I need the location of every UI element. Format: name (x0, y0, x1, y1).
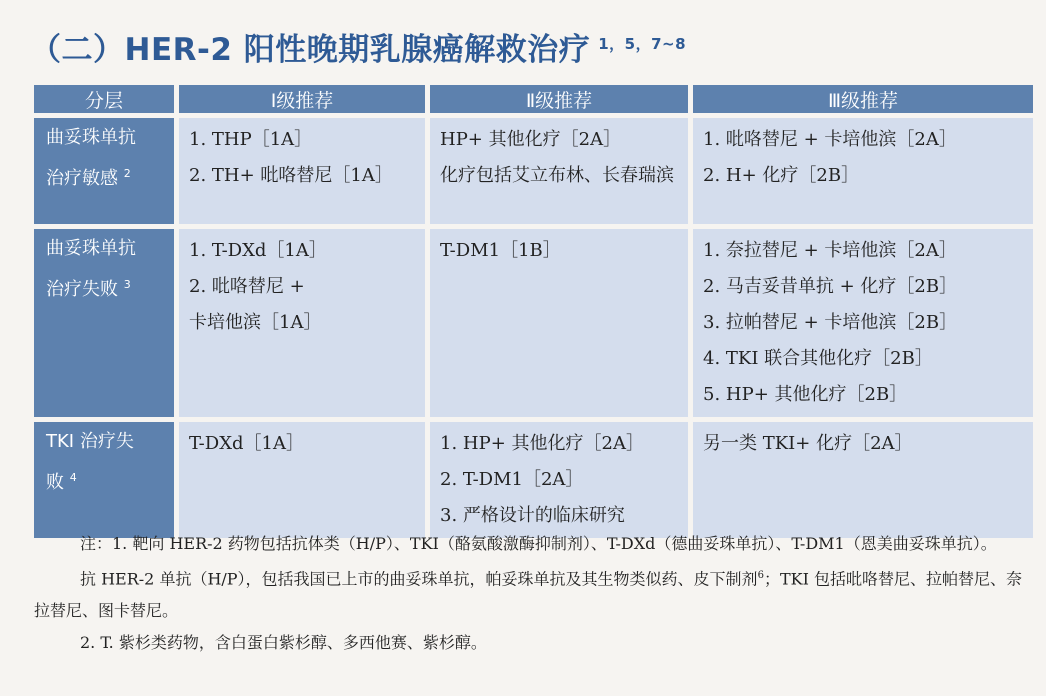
header-level1: Ⅰ级推荐 (179, 85, 425, 113)
list-item: 1. T-DXd［1A］ (189, 240, 327, 261)
note-1-part-2 (34, 560, 1028, 627)
layer-line-text: 治疗失败 (46, 279, 118, 300)
row-layer-cell (34, 229, 174, 417)
table-row (34, 229, 1033, 417)
list-item: 化疗包括艾立布林、长春瑞滨 (440, 165, 674, 186)
level1-cell (179, 118, 425, 224)
list-item: 1. 吡咯替尼 + 卡培他滨［2A］ (703, 129, 957, 150)
list-item: 2. 吡咯替尼 + (189, 276, 305, 297)
note-1-part-2-tail: ；TKI 包括吡咯替尼、拉帕替尼、奈拉替尼、图卡替尼。 (34, 569, 1022, 621)
table-notes (34, 528, 1028, 659)
layer-line: 曲妥珠单抗 (46, 238, 136, 259)
header-level2: Ⅱ级推荐 (430, 85, 688, 113)
note-superscript: 6 (757, 570, 764, 581)
note-1-part-1: 注：1. 靶向 HER-2 药物包括抗体类（H/P）、TKI（酪氨酸激酶抑制剂）、T-DXd（德曲妥珠单抗）、T-DM1（恩美曲妥珠单抗）。 (80, 534, 997, 553)
level2-cell (430, 229, 688, 417)
list-item: 1. 奈拉替尼 + 卡培他滨［2A］ (703, 240, 957, 261)
layer-line (46, 460, 168, 501)
layer-superscript: 4 (69, 471, 77, 484)
list-item: T-DXd［1A］ (189, 433, 304, 454)
row-layer-cell (34, 118, 174, 224)
header-level3: Ⅲ级推荐 (693, 85, 1033, 113)
layer-line (46, 267, 168, 308)
layer-line-text: 败 (46, 472, 64, 493)
note-2: 2. T. 紫杉类药物，含白蛋白紫杉醇、多西他赛、紫杉醇。 (80, 633, 487, 653)
level2-cell (430, 422, 688, 538)
note-1-part-2-text: 抗 HER-2 单抗（H/P），包括我国已上市的曲妥珠单抗，帕妥珠单抗及其生物类似药、皮下制剂 (80, 569, 758, 589)
page-title-text: （二）HER-2 阳性晚期乳腺癌解救治疗 (30, 32, 591, 68)
layer-line-text: 治疗敏感 (46, 168, 118, 189)
level3-cell (693, 422, 1033, 538)
header-layer: 分层 (34, 85, 174, 113)
table-row (34, 422, 1033, 538)
layer-line: TKI 治疗失 (46, 431, 134, 452)
row-layer-cell (34, 422, 174, 538)
layer-superscript: 2 (123, 167, 131, 180)
layer-line: 曲妥珠单抗 (46, 127, 136, 148)
page-title (30, 24, 686, 69)
level2-cell (430, 118, 688, 224)
list-item: 1. THP［1A］ (189, 129, 313, 150)
list-item: 1. HP+ 其他化疗［2A］ (440, 433, 644, 454)
layer-superscript: 3 (123, 278, 131, 291)
list-item: T-DM1［1B］ (440, 240, 561, 261)
treatment-recommendation-table (29, 80, 1038, 543)
layer-line (46, 156, 168, 197)
list-item: 2. T-DM1［2A］ (440, 469, 584, 490)
level3-cell (693, 229, 1033, 417)
list-item: 3. 拉帕替尼 + 卡培他滨［2B］ (703, 312, 958, 333)
list-item: 5. HP+ 其他化疗［2B］ (703, 384, 908, 405)
list-item: HP+ 其他化疗［2A］ (440, 129, 622, 150)
level3-cell (693, 118, 1033, 224)
list-item: 另一类 TKI+ 化疗［2A］ (703, 433, 913, 454)
list-item: 2. TH+ 吡咯替尼［1A］ (189, 165, 393, 186)
list-item: 2. 马吉妥昔单抗 + 化疗［2B］ (703, 276, 958, 297)
table-header-row (34, 85, 1033, 113)
level1-cell (179, 229, 425, 417)
list-item: 2. H+ 化疗［2B］ (703, 165, 860, 186)
title-reference-superscript: 1，5，7~8 (598, 34, 687, 53)
level1-cell (179, 422, 425, 538)
list-item: 3. 严格设计的临床研究 (440, 505, 625, 526)
list-item: 4. TKI 联合其他化疗［2B］ (703, 348, 933, 369)
list-item: 卡培他滨［1A］ (189, 312, 322, 333)
table-row (34, 118, 1033, 224)
